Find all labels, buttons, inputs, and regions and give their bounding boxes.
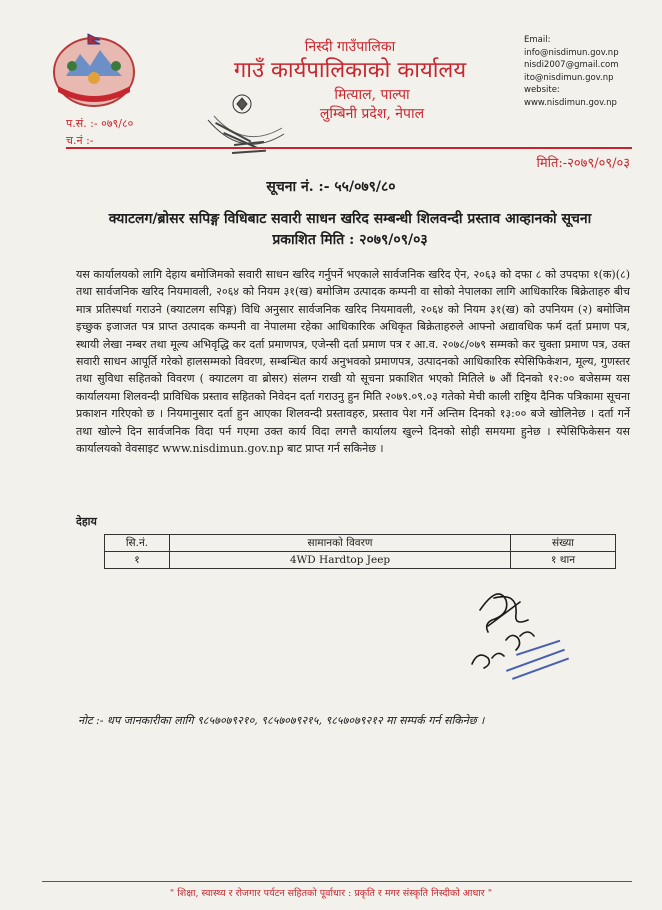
goods-table <box>104 534 616 569</box>
contact-email-2: nisdi2007@gmail.com <box>524 60 619 70</box>
contact-email-3: ito@nisdimun.gov.np <box>524 72 614 83</box>
footer-divider <box>42 881 632 882</box>
contact-note: नोट :- थप जानकारीका लागि ९८५७०७९२१०, ९८५७०७९२१५, ९८५७०७९२१२ मा सम्पर्क गर्न सकिनेछ । <box>78 714 485 727</box>
notice-number: सूचना नं. :- ५५/०७९/८० <box>266 179 396 195</box>
col-description: सामानको विवरण <box>170 535 511 552</box>
org-line-1: निस्दी गाउँपालिका <box>304 39 396 55</box>
contact-website-label: website: <box>524 85 560 95</box>
notice-date: मिति:-२०७९/०९/०३ <box>536 156 630 171</box>
schedule-label: देहाय <box>76 515 97 528</box>
notice-body: यस कार्यालयको लागि देहाय बमोजिमको सवारी साधन खरिद गर्नुपर्ने भएकाले सार्वजनिक खरिद ऐन, २०६३ को दफा ८ को उपदफा १(क)(८) तथा सार्वजनिक खरिद नियमावली, २०६४ को नियम ३१(ख) बमोजिम उत्पादक कम्पनी वा सोको नेपालका लागि आधिकारिक बिक्रेताहरु बीच मात्र प्रतिस्पर्धा गराउने (क्याटलग सपिङ्ग) विधि अनुसार सार्वजनिक खरिद नियमावली, २०६४ को नियम ३१(ख) को उपनियम (२) बमोजिम इच्छुक इजाजत पत्र प्राप्त उत्पादक कम्पनी वा नेपालमा रहेका आधिकारिक अधिकृत बिक्रेताहरुले आफ्नो अद्यावधिक फर्म दर्ता प्रमाण पत्र, स्थायी लेखा नम्बर तथा मूल्य अभिवृद्धि कर दर्ता प्रमाणपत्र, एजेन्सी दर्ता प्रमाण पत्र र आ.व. २०७८/०७९ सम्मको कर चुक्ता प्रमाण पत्र, उक्त सवारी साधन आपूर्ति गरेको हालसम्मको विवरण, सम्बन्धित कार्य अनुभवको प्रमाणपत्र, उत्पादनको आधिकारिक स्पेसिफिकेशन, मूल्य, गुणस्तर तथा सुविधा सहितको विवरण ( क्याटलग वा ब्रोसर) संलग्न राखी यो सूचना प्रकाशित भएको मितिले ७ औं दिनको १२:०० बजेसम्म यस कार्यालयमा शिलवन्दी प्राविधिक प्रस्ताव सहितको निवेदन दर्ता गराउनु हुन मिति २०७९.०९.०३ गतेको मेची काली राष्ट्रिय दैनिक पत्रिकामा सूचना प्रकाशन गरिएको छ । नियमानुसार दर्ता हुन आएका शिलवन्दी प्रस्तावहरु, प्रस्ताव पेश गर्ने अन्तिम दिनको १३:०० बजे खोलिनेछ । दर्ता गर्ने तथा खोल्ने दिन सार्वजनिक विदा पर्न गएमा उक्त कार्य विदा लगत्तै कार्यालय खुल्ने दिनको सोही समयमा हुनेछ । स्पेसिफिकेसन यस कार्यालयको वेवसाइट www.nisdimun.gov.np बाट प्राप्त गर्न सकिनेछ । <box>76 268 630 456</box>
office-seal-icon <box>194 90 290 162</box>
notice-publish-date: प्रकाशित मिति : २०७९/०९/०३ <box>272 232 428 248</box>
contact-website: www.nisdimun.gov.np <box>524 97 617 108</box>
contact-email-1: info@nisdimun.gov.np <box>524 47 619 58</box>
notice-subject-line-1: क्याटलग/ब्रोसर सपिङ्ग विधिबाट सवारी साधन खरिद सम्बन्धी शिलवन्दी प्रस्ताव आव्हानको सूचना <box>108 211 592 227</box>
table-header-row <box>105 535 616 552</box>
org-line-2: गाउँ कार्यपालिकाको कार्यालय <box>233 58 467 83</box>
col-serial: सि.नं. <box>105 535 170 552</box>
reference-block <box>66 115 133 149</box>
ref-chalani-number: च.नं :- <box>66 134 94 147</box>
contact-email-label: Email: <box>524 35 551 45</box>
contact-block <box>524 34 619 109</box>
signature-stamp-icon <box>458 580 588 690</box>
nepal-emblem-icon <box>48 28 140 110</box>
header-divider <box>66 147 632 149</box>
org-address: मित्याल, पाल्पा <box>334 87 410 103</box>
org-province: लुम्बिनी प्रदेश, नेपाल <box>319 106 425 122</box>
cell-description: 4WD Hardtop Jeep <box>170 552 511 569</box>
notice-subject <box>70 209 630 251</box>
cell-serial: १ <box>105 552 170 569</box>
footer-motto: " शिक्षा, स्वास्थ्य र रोजगार पर्यटन सहितको पूर्वाधार : प्रकृति र मगर संस्कृति निस्दीको आधार " <box>169 888 493 899</box>
ref-patra-sankhya: प.सं. :- ०७९/८० <box>66 117 134 130</box>
table-row <box>105 552 616 569</box>
cell-quantity: १ थान <box>511 552 616 569</box>
col-quantity: संख्या <box>511 535 616 552</box>
